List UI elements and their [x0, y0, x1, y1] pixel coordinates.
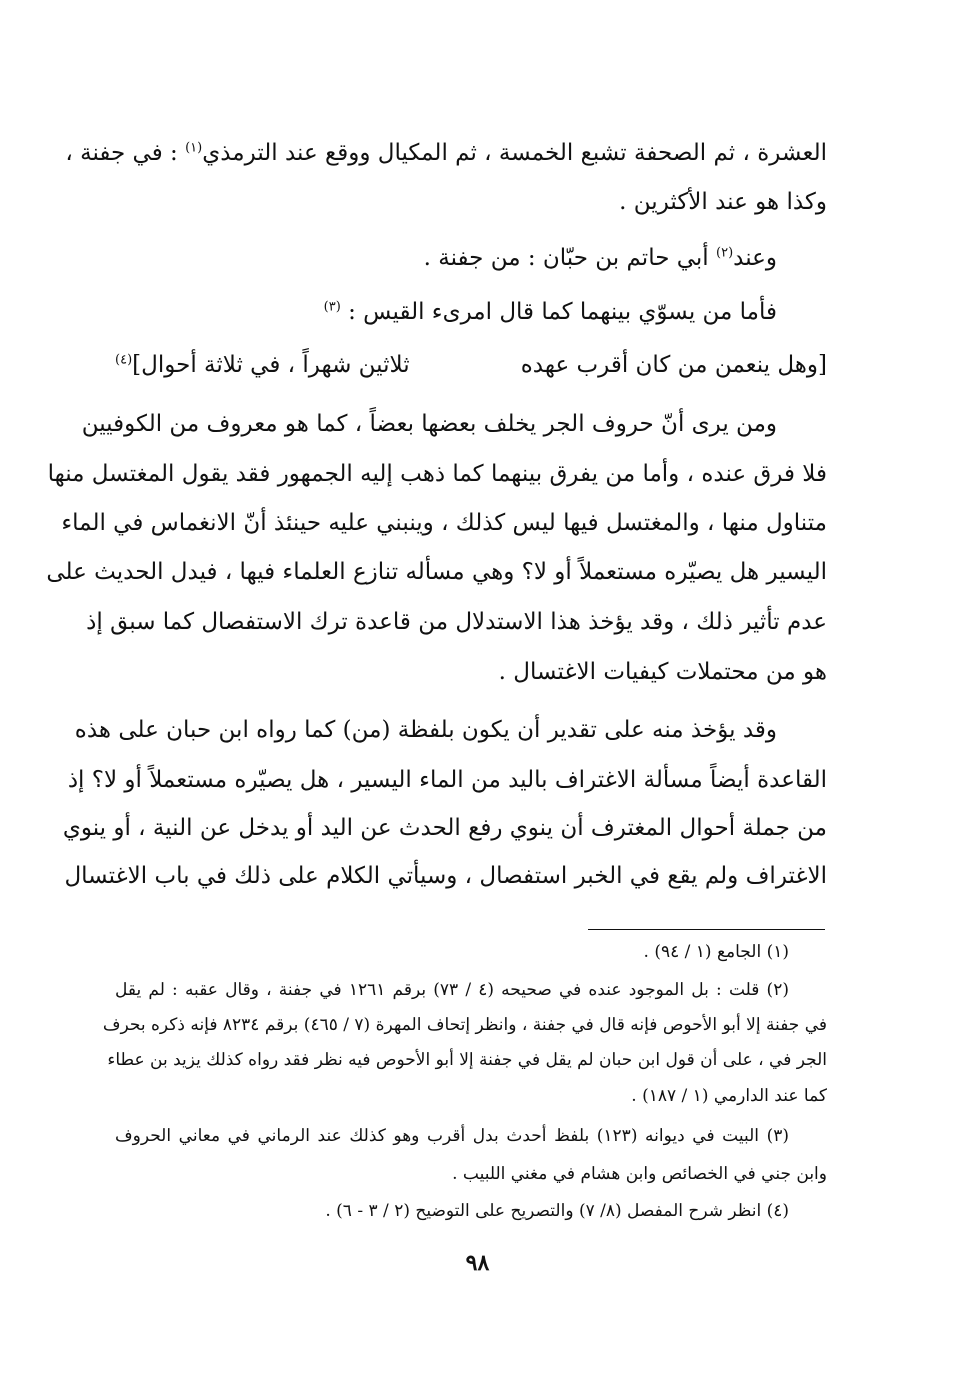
verse-second-hemistich-text: ثلاثين شهراً ، في ثلاثة أحوال]: [132, 352, 410, 378]
body-line-11-text: وقد يؤخذ منه على تقدير أن يكون بلفظة (من) كما رواه ابن حبان على هذه: [74, 717, 777, 743]
page-number: ٩٨: [465, 1250, 490, 1276]
body-line-11: [74, 710, 827, 750]
body-line-8-text: اليسير هل يصيّره مستعملاً أو لا؟ وهي مسأله تنازع العلماء فيها ، فيدل الحديث على: [46, 559, 827, 585]
verse-second-hemistich: [115, 345, 410, 385]
body-line-12-text: القاعدة أيضاً مسألة الاغتراف باليد من الماء اليسير ، هل يصيّره مستعملاً أو لا؟ إذ: [67, 767, 827, 793]
footnote-2-line-4-text: كما عند الدارمي (١ / ١٨٧) .: [631, 1086, 827, 1106]
body-line-5: [81, 404, 827, 444]
footnote-ref-4: (٤): [115, 352, 133, 368]
body-line-10: [115, 652, 827, 692]
footnote-1: [115, 938, 827, 966]
body-line-9: [86, 602, 827, 642]
footnote-ref-3: (٣): [323, 299, 341, 315]
footnote-2-line-2: [102, 1011, 827, 1039]
body-line-8: [46, 552, 827, 592]
body-line-7-text: متناول منها ، والمغتسل فيها ليس كذلك ، وينبني عليه حينئذ أنّ الانغماس في الماء: [61, 510, 827, 536]
footnote-4-text: (٤) انظر شرح المفصل (٨/ ٧) والتصريح على التوضيح (٢ / ٣ - ٦) .: [325, 1201, 789, 1221]
body-line-3-text: أبي حاتم بن حبّان : من جفنة .: [423, 245, 709, 271]
footnote-2-line-1-text: (٢) قلت : بل الموجود عنده في صحيحه (٤ / ٧٣) برقم ١٢٦١ في جفنة ، وقال عقبه : لم يقل: [115, 980, 789, 1000]
footnote-ref-1: (١): [185, 140, 203, 156]
body-line-12: [67, 760, 827, 800]
verse-first-hemistich-text: [وهل ينعمن من كان أقرب عهده: [520, 352, 827, 378]
body-line-10-text: هو من محتملات كيفيات الاغتسال .: [498, 659, 827, 685]
footnote-separator: [588, 929, 825, 930]
body-line-1-tail: : في جفنة ،: [65, 140, 178, 166]
footnote-3-line-1-text: (٣) البيت في ديوانه (١٢٣) بلفظ أحدث بدل أقرب وهو كذلك عند الرماني في معاني الحروف: [115, 1126, 789, 1146]
body-line-1-text: العشرة ، ثم الصحفة تشبع الخمسة ، ثم المكيال ووقع عند الترمذي: [202, 140, 827, 166]
footnote-ref-2: (٢): [716, 245, 734, 261]
footnote-2-line-2-text: في جفنة إلا أبو الأحوص فإنه قال في جفنة ، وانظر إتحاف المهرة (٧ / ٤٦٥) برقم ٨٢٣٤ فإنه ذكره بحرف: [102, 1015, 827, 1035]
body-line-2-text: وكذا هو عند الأكثرين .: [619, 189, 827, 215]
body-line-7: [61, 503, 827, 543]
body-line-3: [115, 238, 827, 278]
body-line-4-text: فأما من يسوّي بينهما كما قال امرىء القيس :: [348, 299, 777, 325]
body-line-14: [64, 856, 827, 896]
footnote-2-line-1: [115, 976, 827, 1004]
body-line-9-text: عدم تأثير ذلك ، وقد يؤخذ هذا الاستدلال من قاعدة ترك الاستفصال كما سبق إذ: [86, 609, 827, 635]
body-line-3-head: وعند: [733, 245, 777, 271]
footnote-2-line-3-text: الجر في ، على أن قول ابن حبان لم يقل في جفنة إلا أبو الأحوص فيه نظر فقد رواه كذلك يزيد بن عطاء: [107, 1050, 827, 1070]
footnote-3-line-1: [115, 1122, 827, 1150]
body-line-2: [115, 182, 827, 222]
body-line-14-text: الاغتراف ولم يقع في الخبر استفصال ، وسيأتي الكلام على ذلك في باب الاغتسال: [64, 863, 827, 889]
verse-first-hemistich: [521, 345, 827, 385]
body-line-4: [115, 292, 827, 332]
footnote-1-text: (١) الجامع (١ / ٩٤) .: [643, 942, 789, 962]
footnote-2-line-3: [107, 1046, 827, 1074]
poetry-verse: [115, 345, 827, 385]
body-line-13: [62, 808, 827, 848]
footnote-3-line-2-text: وابن جني في الخصائص وابن هشام في مغني اللبيب .: [452, 1164, 827, 1184]
footnote-2-line-4: [115, 1082, 827, 1110]
footnote-3-line-2: [115, 1160, 827, 1188]
body-line-1: [65, 133, 827, 173]
footnote-4: [115, 1197, 827, 1225]
body-line-6: [47, 454, 827, 494]
body-line-5-text: ومن يرى أنّ حروف الجر يخلف بعضها بعضاً ، كما هو معروف من الكوفيين: [81, 411, 777, 437]
body-line-13-text: من جملة أحوال المغترف أن ينوي رفع الحدث عن اليد أو يدخل عن النية ، أو ينوي: [62, 815, 827, 841]
body-line-6-text: فلا فرق عنده ، وأما من يفرق بينهما كما ذهب إليه الجمهور فقد يقول المغتسل منها: [47, 461, 827, 487]
